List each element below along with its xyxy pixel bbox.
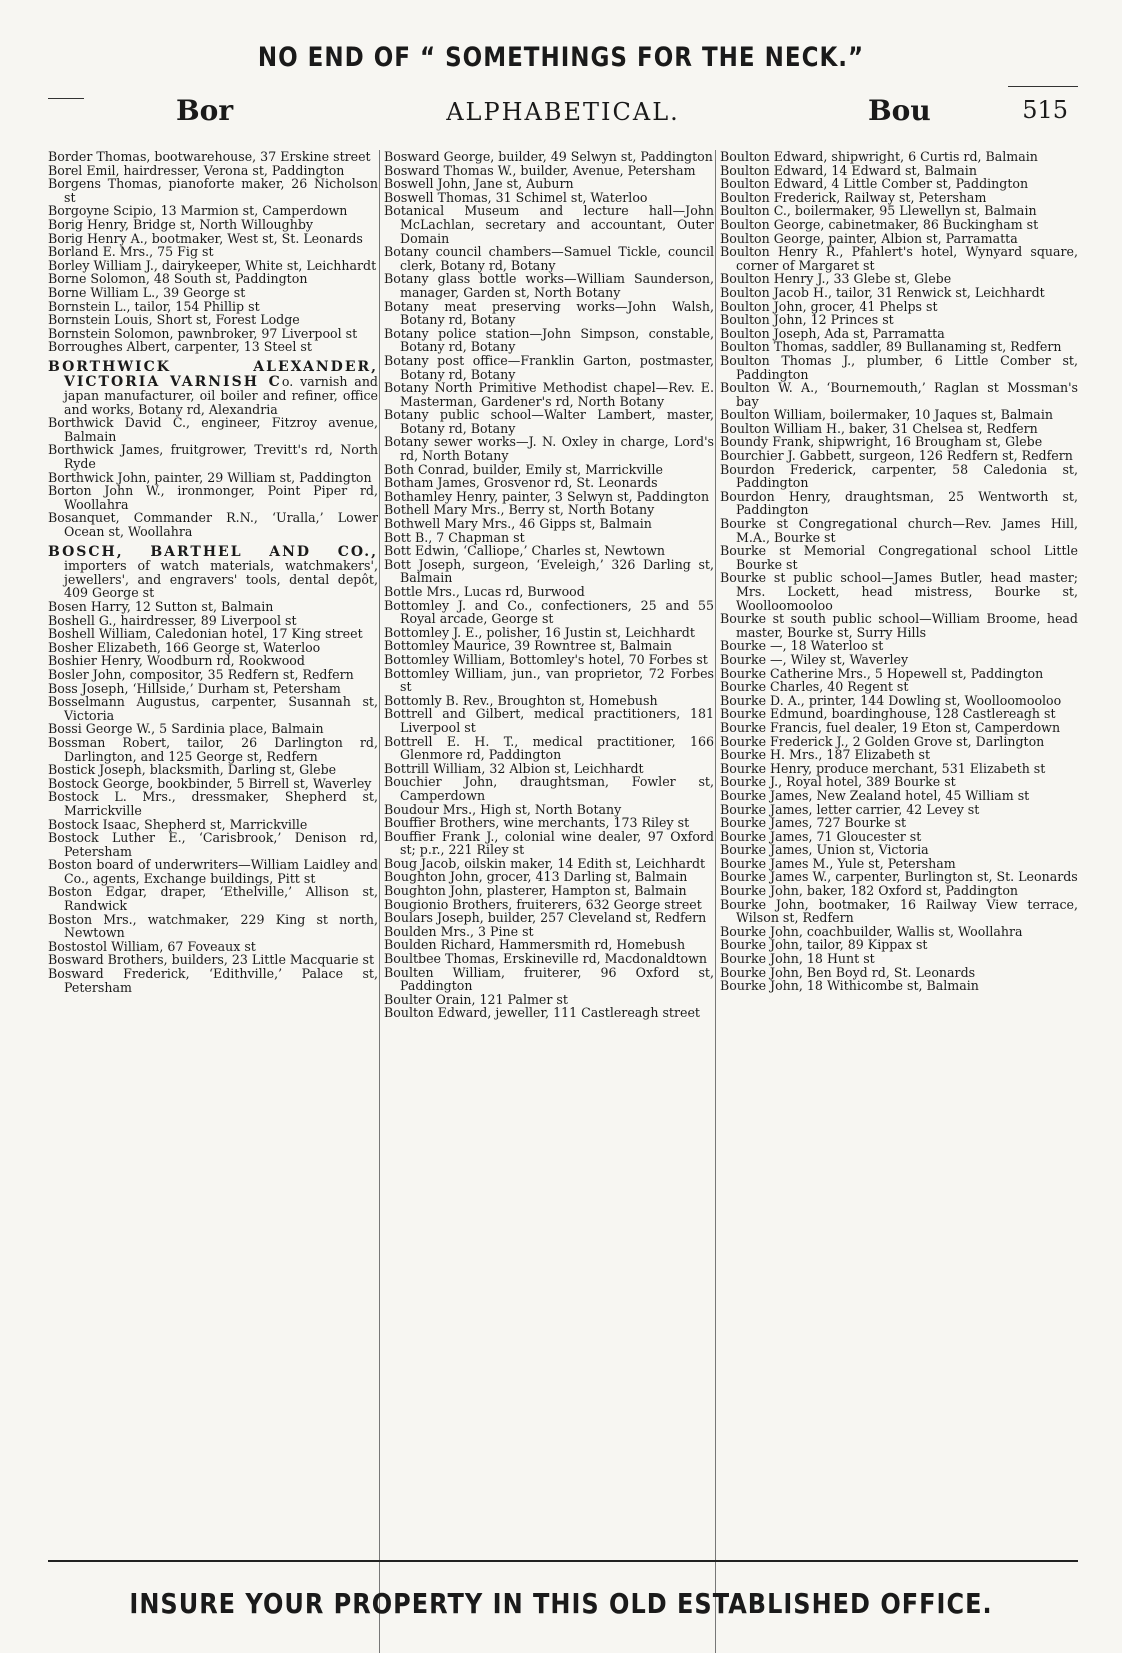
directory-entry: Borthwick David C., engineer, Fitzroy avenue, Balmain: [48, 415, 378, 444]
directory-entry: Boughton John, grocer, 413 Darling st, Balmain: [384, 869, 688, 885]
column-divider: [715, 150, 716, 1653]
page-header: [48, 92, 1078, 132]
directory-entry: Bourke J., Royal hotel, 389 Bourke st: [720, 774, 956, 790]
directory-entry: Boundy Frank, shipwright, 16 Brougham st, Glebe: [720, 434, 1043, 450]
directory-entry: Botany council chambers—Samuel Tickle, council clerk, Botany rd, Botany: [384, 244, 714, 273]
directory-entry: Bothwell Mary Mrs., 46 Gipps st, Balmain: [384, 516, 652, 532]
directory-entry: Boulton Edward, 4 Little Comber st, Paddington: [720, 176, 1029, 192]
directory-entry: Boulton Henry J., 33 Glebe st, Glebe: [720, 271, 952, 287]
directory-entry: Borley William J., dairykeeper, White st, Leichhardt: [48, 257, 377, 273]
directory-entry: Bourke James M., Yule st, Petersham: [720, 855, 956, 871]
directory-column-3: [720, 150, 1078, 993]
directory-entry: Bourke John, bootmaker, 16 Railway View terrace, Wilson st, Redfern: [720, 896, 1078, 926]
directory-entry: Boudour Mrs., High st, North Botany: [384, 801, 622, 817]
directory-entry: Bott Joseph, surgeon, ‘Eveleigh,’ 326 Darling st, Balmain: [384, 556, 714, 586]
page-number: 515: [1022, 96, 1068, 124]
directory-entry: Bottomley J. E., polisher, 16 Justin st, Leichhardt: [384, 624, 695, 640]
directory-entry: Bourke Henry, produce merchant, 531 Elizabeth st: [720, 760, 1046, 776]
directory-entry: Bourke Francis, fuel dealer, 19 Eton st, Camperdown: [720, 719, 1061, 735]
directory-entry: Bottrell and Gilbert, medical practitioners, 181 Liverpool st: [384, 706, 714, 735]
directory-entry: Bourchier J. Gabbett, surgeon, 126 Redfern st, Redfern: [720, 448, 1073, 464]
directory-entry: Boston board of underwriters—William Laidley and Co., agents, Exchange buildings, Pitt st: [48, 857, 378, 886]
directory-entry: Botany public school—Walter Lambert, master, Botany rd, Botany: [384, 407, 714, 436]
directory-entry: Bourke Edmund, boardinghouse, 128 Castlereagh st: [720, 706, 1056, 722]
directory-entry: Bourke st Memorial Congregational school Little Bourke st: [720, 543, 1078, 572]
directory-entry: Boulter Orain, 121 Palmer st: [384, 991, 568, 1007]
directory-entry: Bourke st public school—James Butler, head master; Mrs. Lockett, head mistress, Bourke st, Woolloomooloo: [720, 570, 1078, 613]
directory-entry: Bosanquet, Commander R.N., ‘Uralla,’ Lower Ocean st, Woollahra: [48, 510, 378, 540]
directory-entry: Boulars Joseph, builder, 257 Cleveland st, Redfern: [384, 910, 707, 926]
directory-entry: Boshier Henry, Woodburn rd, Rookwood: [48, 653, 305, 669]
header-right-catchword: Bou: [868, 94, 931, 127]
directory-entry: Botany glass bottle works—William Saunderson, manager, Garden st, North Botany: [384, 271, 714, 300]
directory-entry: Boug Jacob, oilskin maker, 14 Edith st, Leichhardt: [384, 855, 706, 871]
directory-entry: Boughton John, plasterer, Hampton st, Balmain: [384, 883, 687, 899]
directory-entry: Boulton John, 12 Princes st: [720, 312, 894, 328]
directory-entry: Bourke st south public school—William Broome, head master, Bourke st, Surry Hills: [720, 611, 1078, 640]
directory-entry: Border Thomas, bootwarehouse, 37 Erskine street: [48, 149, 371, 164]
directory-entry: Bottomley William, Bottomley's hotel, 70 Forbes st: [384, 651, 708, 667]
directory-entry: Boston Mrs., watchmaker, 229 King st north, Newtown: [48, 911, 378, 941]
directory-entry: Borig Henry A., bootmaker, West st, St. Leonards: [48, 230, 363, 246]
directory-entry: Both Conrad, builder, Emily st, Marrickville: [384, 461, 663, 477]
directory-entry: Boulten William, fruiterer, 96 Oxford st, Paddington: [384, 964, 714, 994]
directory-entry: Bornstein L., tailor, 154 Phillip st: [48, 298, 260, 314]
header-section-title: ALPHABETICAL.: [446, 98, 680, 126]
directory-entry: Bougionio Brothers, fruiterers, 632 George street: [384, 896, 702, 912]
directory-entry: Boulton Jacob H., tailor, 31 Renwick st, Leichhardt: [720, 284, 1045, 300]
directory-entry: Borroughes Albert, carpenter, 13 Steel st: [48, 339, 312, 355]
directory-entry: Bouffier Frank J., colonial wine dealer, 97 Oxford st; p.r., 221 Riley st: [384, 828, 714, 858]
directory-entry: Bourke Charles, 40 Regent st: [720, 679, 909, 695]
directory-column-2: [384, 150, 714, 1020]
directory-entry: Boulton William, boilermaker, 10 Jaques st, Balmain: [720, 407, 1053, 423]
top-advertisement-banner: NO END OF “ SOMETHINGS FOR THE NECK.”: [257, 43, 865, 73]
directory-entry: Bottrell E. H. T., medical practitioner, 166 Glenmore rd, Paddington: [384, 733, 714, 763]
directory-entry: Bosler John, compositor, 35 Redfern st, Redfern: [48, 666, 354, 682]
directory-entry: Borland E. Mrs., 75 Fig st: [48, 244, 214, 260]
directory-entry: Bottomley Maurice, 39 Rowntree st, Balmain: [384, 638, 673, 654]
directory-entry: Bourke James, 727 Bourke st: [720, 815, 907, 831]
directory-entry: Bornstein Louis, Short st, Forest Lodge: [48, 312, 300, 328]
directory-entry: Boshell G., hairdresser, 89 Liverpool st: [48, 612, 297, 628]
directory-entry: Borgens Thomas, pianoforte maker, 26 Nicholson st: [48, 176, 378, 205]
directory-entry: Bottomley J. and Co., confectioners, 25 and 55 Royal arcade, George st: [384, 597, 714, 627]
directory-entry: Bourke —, 18 Waterloo st: [720, 638, 884, 654]
directory-entry: Bosward Thomas W., builder, Avenue, Petersham: [384, 162, 696, 178]
directory-entry: Borne William L., 39 George st: [48, 284, 246, 300]
directory-entry: Boulden Richard, Hammersmith rd, Homebush: [384, 937, 686, 953]
directory-entry: Boulton Edward, jeweller, 111 Castlereagh street: [384, 1005, 700, 1021]
directory-entry: Bosward George, builder, 49 Selwyn st, Paddington: [384, 149, 713, 164]
directory-entry: Boulton Joseph, Ada st, Parramatta: [720, 325, 945, 341]
directory-entry: Bourke John, 18 Withicombe st, Balmain: [720, 978, 979, 994]
directory-entry: Bouffier Brothers, wine merchants, 173 Riley st: [384, 815, 690, 831]
bottom-advertisement-banner: INSURE YOUR PROPERTY IN THIS OLD ESTABLISHED OFFICE.: [129, 1587, 993, 1621]
footer-rule: [48, 1560, 1078, 1562]
directory-entry: Borthwick James, fruitgrower, Trevitt's rd, North Ryde: [48, 442, 378, 472]
directory-entry: Bourke James W., carpenter, Burlington st, St. Leonards: [720, 869, 1078, 885]
directory-entry: Botany post office—Franklin Garton, postmaster, Botany rd, Botany: [384, 352, 714, 382]
directory-entry: Bourdon Frederick, carpenter, 58 Caledonia st, Paddington: [720, 461, 1078, 491]
directory-entry: Bossman Robert, tailor, 26 Darlington rd, Darlington, and 125 George st, Redfern: [48, 734, 378, 764]
directory-entry: Bosselmann Augustus, carpenter, Susannah st, Victoria: [48, 694, 378, 723]
directory-entry: BORTHWICK ALEXANDER, VICTORIA VARNISH Co. varnish and japan manufacturer, oil boiler and refiner, office and works, Botany rd, Alexandria: [48, 358, 378, 417]
directory-entry: Bosher Elizabeth, 166 George st, Waterloo: [48, 639, 321, 655]
directory-entry: Bouchier John, draughtsman, Fowler st, Camperdown: [384, 774, 714, 803]
directory-entry: Bourke D. A., printer, 144 Dowling st, Woolloomooloo: [720, 692, 1062, 708]
directory-columns: [48, 150, 1078, 1653]
directory-entry: Borgoyne Scipio, 13 Marmion st, Camperdown: [48, 203, 348, 219]
directory-entry: Bourke John, coachbuilder, Wallis st, Woollahra: [720, 923, 1023, 939]
directory-entry: Boulden Mrs., 3 Pine st: [384, 923, 534, 939]
directory-entry: Borton John W., ironmonger, Point Piper rd, Woollahra: [48, 483, 378, 512]
directory-entry: Bossi George W., 5 Sardinia place, Balmain: [48, 721, 324, 737]
directory-entry: Bostock L. Mrs., dressmaker, Shepherd st, Marrickville: [48, 789, 378, 818]
directory-entry: Boulton Edward, 14 Edward st, Balmain: [720, 162, 977, 178]
directory-entry: Bostock Isaac, Shepherd st, Marrickville: [48, 816, 308, 832]
directory-entry: Bourdon Henry, draughtsman, 25 Wentworth st, Paddington: [720, 488, 1078, 518]
directory-entry: Boultbee Thomas, Erskineville rd, Macdonaldtown: [384, 951, 708, 967]
directory-entry: Bosward Brothers, builders, 23 Little Macquarie st: [48, 952, 375, 968]
directory-entry: Boulton George, cabinetmaker, 86 Buckingham st: [720, 216, 1039, 232]
directory-entry: Bourke John, tailor, 89 Kippax st: [720, 937, 928, 953]
directory-entry: Bourke H. Mrs., 187 Elizabeth st: [720, 747, 931, 763]
directory-entry: Bornstein Solomon, pawnbroker, 97 Liverpool st: [48, 325, 358, 341]
directory-entry: Boulton John, grocer, 41 Phelps st: [720, 298, 938, 314]
directory-entry: Bott B., 7 Chapman st: [384, 529, 525, 545]
directory-entry: Bothamley Henry, painter, 3 Selwyn st, Paddington: [384, 488, 710, 504]
directory-entry: Bottomly B. Rev., Broughton st, Homebush: [384, 692, 658, 708]
header-rule-right: [1008, 86, 1078, 87]
directory-entry: Bourke —, Wiley st, Waverley: [720, 651, 909, 667]
directory-entry: Boulton W. A., ‘Bournemouth,’ Raglan st Mossman's bay: [720, 380, 1078, 409]
directory-entry: Bottle Mrs., Lucas rd, Burwood: [384, 584, 585, 599]
directory-entry: Bothell Mary Mrs., Berry st, North Botany: [384, 502, 655, 518]
directory-entry: Borthwick John, painter, 29 William st, Paddington: [48, 469, 372, 485]
directory-entry: Borig Henry, Bridge st, North Willoughby: [48, 216, 314, 232]
directory-entry: Bottomley William, jun., van proprietor, 72 Forbes st: [384, 665, 714, 695]
directory-entry: Boswell Thomas, 31 Schimel st, Waterloo: [384, 189, 648, 205]
directory-column-1: [48, 150, 378, 994]
directory-entry: Boulton Thomas J., plumber, 6 Little Comber st, Paddington: [720, 352, 1078, 382]
directory-entry: Boulton George, painter, Albion st, Parramatta: [720, 230, 1018, 246]
directory-entry: Bourke James, Union st, Victoria: [720, 842, 929, 858]
directory-entry: Boshell William, Caledonian hotel, 17 King street: [48, 626, 363, 642]
directory-entry: Boswell John, Jane st, Auburn: [384, 176, 574, 192]
directory-entry: Bostick Joseph, blacksmith, Darling st, Glebe: [48, 762, 337, 778]
directory-entry: Bourke John, baker, 182 Oxford st, Paddington: [720, 883, 1019, 899]
directory-entry: Boston Edgar, draper, ‘Ethelville,’ Allison st, Randwick: [48, 884, 378, 914]
header-left-catchword: Bor: [176, 94, 234, 127]
directory-entry: Bostock George, bookbinder, 5 Birrell st, Waverley: [48, 775, 372, 791]
directory-entry: Botanical Museum and lecture hall—John McLachlan, secretary and accountant, Outer Domain: [384, 203, 714, 246]
column-divider: [379, 150, 380, 1653]
directory-entry: Botany police station—John Simpson, constable, Botany rd, Botany: [384, 325, 714, 355]
directory-entry: Bosen Harry, 12 Sutton st, Balmain: [48, 599, 274, 614]
directory-entry: Borel Emil, hairdresser, Verona st, Paddington: [48, 162, 345, 178]
directory-entry: Bott Edwin, ‘Calliope,’ Charles st, Newtown: [384, 543, 666, 559]
directory-entry: Bottrill William, 32 Albion st, Leichhardt: [384, 760, 644, 776]
directory-entry: Boulton Thomas, saddler, 89 Bullanaming st, Redfern: [720, 339, 1062, 355]
directory-entry: Bosward Frederick, ‘Edithville,’ Palace st, Petersham: [48, 966, 378, 995]
directory-entry: Boulton William H., baker, 31 Chelsea st, Redfern: [720, 420, 1038, 436]
directory-entry: Bourke st Congregational church—Rev. James Hill, M.A., Bourke st: [720, 516, 1078, 545]
directory-entry: Bourke James, letter carrier, 42 Levey st: [720, 801, 980, 817]
directory-entry: Botany North Primitive Methodist chapel—Rev. E. Masterman, Gardener's rd, North Botany: [384, 380, 714, 409]
directory-entry: Boulton Frederick, Railway st, Petersham: [720, 189, 987, 205]
directory-entry: Boulton Edward, shipwright, 6 Curtis rd, Balmain: [720, 149, 1038, 164]
directory-entry: Bourke Catherine Mrs., 5 Hopewell st, Paddington: [720, 665, 1044, 681]
directory-entry: Bostock Luther E., ‘Carisbrook,’ Denison rd, Petersham: [48, 830, 378, 859]
directory-entry: Boulton Henry R., Pfahlert's hotel, Wynyard square, corner of Margaret st: [720, 244, 1078, 273]
directory-entry: Boss Joseph, ‘Hillside,’ Durham st, Petersham: [48, 680, 341, 696]
directory-entry: Bostostol William, 67 Foveaux st: [48, 938, 256, 954]
directory-entry: Boulton C., boilermaker, 95 Llewellyn st, Balmain: [720, 203, 1037, 219]
directory-entry: Botany meat preserving works—John Walsh, Botany rd, Botany: [384, 298, 714, 328]
directory-entry: Bourke Frederick J., 2 Golden Grove st, Darlington: [720, 733, 1045, 749]
directory-entry: Bourke James, New Zealand hotel, 45 William st: [720, 787, 1030, 803]
directory-entry: Botany sewer works—J. N. Oxley in charge, Lord's rd, North Botany: [384, 434, 714, 464]
directory-entry: Borne Solomon, 48 South st, Paddington: [48, 271, 308, 287]
directory-entry: Bourke John, Ben Boyd rd, St. Leonards: [720, 964, 976, 980]
directory-entry: Botham James, Grosvenor rd, St. Leonards: [384, 475, 658, 491]
directory-entry: Bourke John, 18 Hunt st: [720, 951, 875, 967]
directory-entry: BOSCH, BARTHEL AND CO., importers of watch materials, watchmakers', jewellers', and engravers' tools, dental depôt, 409 George st: [48, 543, 378, 601]
directory-entry: Bourke James, 71 Gloucester st: [720, 828, 922, 844]
